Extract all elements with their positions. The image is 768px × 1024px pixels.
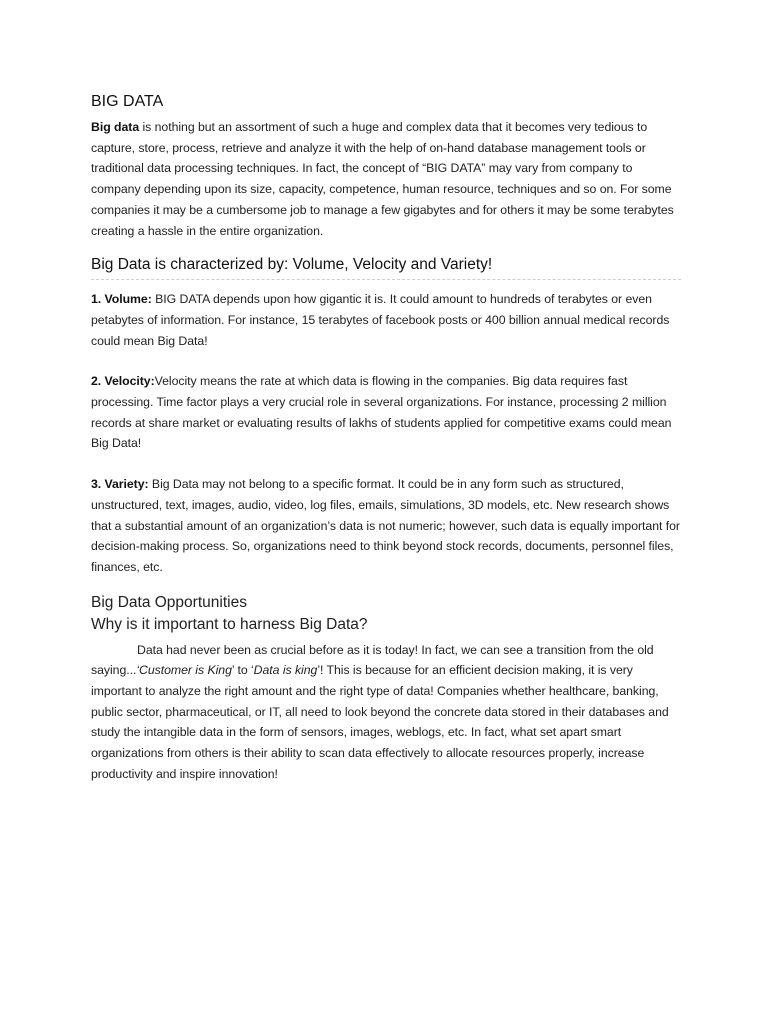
why-part1: Data had never been as crucial before as it is today! In fact, we can see a transition from the old saying... <box>91 642 654 678</box>
item-text: Big Data may not belong to a specific format. It could be in any form such as structured, unstructured, text, images, audio, video, log files, emails, simulations, 3D models, etc. New research shows that a substantial amount of an organization’s data is not numeric; however, such data is equally important for decision-making process. So, organizations need to think beyond stock records, documents, personnel files, finances, etc. <box>91 477 680 574</box>
page-title: BIG DATA <box>91 93 164 110</box>
item-volume <box>91 289 681 351</box>
intro-text: is nothing but an assortment of such a huge and complex data that it becomes very tedious to capture, store, process, retrieve and analyze it with the help of on-hand database management tools or traditional data processing techniques. In fact, the concept of “BIG DATA” may vary from company to company depending upon its size, capacity, competence, human resource, techniques and so on. For some companies it may be a cumbersome job to manage a few gigabytes and for others it may be some terabytes creating a hassle in the entire organization. <box>91 120 674 238</box>
characterized-heading: Big Data is characterized by: Volume, Velocity and Variety! <box>91 255 681 280</box>
why-heading: Why is it important to harness Big Data? <box>91 615 368 633</box>
intro-paragraph <box>91 117 681 241</box>
item-velocity <box>91 371 681 454</box>
intro-lead: Big data <box>91 120 140 134</box>
opportunities-heading: Big Data Opportunities <box>91 593 247 611</box>
document-page <box>91 92 681 785</box>
item-text: Velocity means the rate at which data is flowing in the companies. Big data requires fast processing. Time factor plays a very crucial role in several organizations. For instance, processing 2 million records at share market or evaluating results of lakhs of students applied for competitive exams could mean Big Data! <box>91 374 672 451</box>
quote-customer-king: ‘Customer is King <box>136 663 232 678</box>
item-variety <box>91 474 681 578</box>
why-paragraph <box>91 640 681 785</box>
why-part2: ’! This is because for an efficient decision making, it is very important to analyze the right amount and the right type of data! Companies whether healthcare, banking, public sector, pharmaceutical, or IT, all need to look beyond the concrete data stored in their databases and study the intangible data in the form of sensors, images, weblogs, etc. In fact, what set apart smart organizations from others is their ability to scan data effectively to allocate resources properly, increase productivity and inspire innovation! <box>91 663 669 781</box>
item-label: 1. Volume: <box>91 292 152 307</box>
item-label: 3. Variety: <box>91 477 149 492</box>
why-mid: ’ to ‘ <box>231 663 254 678</box>
item-text: BIG DATA depends upon how gigantic it is. It could amount to hundreds of terabytes or even petabytes of information. For instance, 15 terabytes of facebook posts or 400 billion annual medical records could mean Big Data! <box>91 292 670 348</box>
item-label: 2. Velocity: <box>91 374 155 389</box>
quote-data-king: Data is king <box>253 663 318 678</box>
